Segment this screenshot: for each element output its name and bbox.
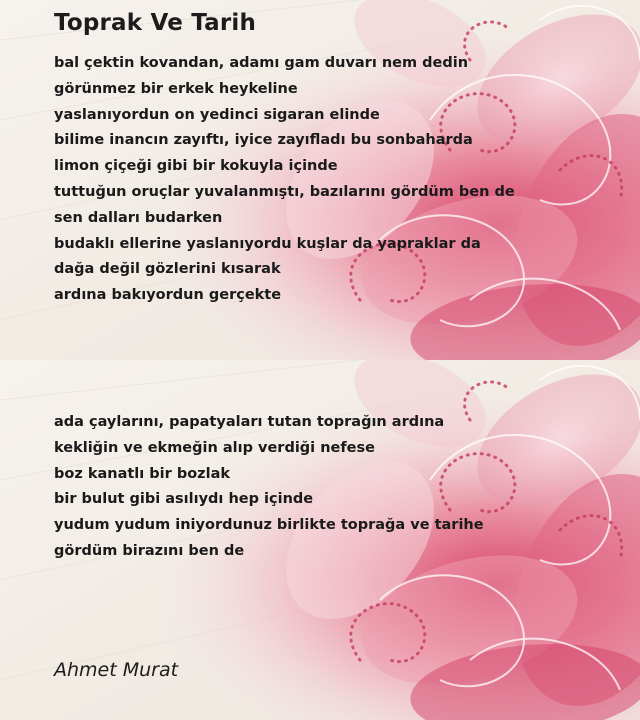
- poem-line: bal çektin kovandan, adamı gam duvarı nem dedin: [54, 55, 469, 71]
- stanza-2: [54, 410, 484, 565]
- poem-line: boz kanatlı bir bozlak: [54, 465, 231, 482]
- poem-line: limon çiçeği gibi bir kokuyla içinde: [54, 158, 338, 175]
- poem-line: kekliğin ve ekmeğin alıp verdiği nefese: [54, 439, 375, 456]
- poem-panel-bottom: [0, 360, 640, 720]
- poem-line: gördüm birazını ben de: [54, 542, 245, 559]
- poem-line: ada çaylarını, papatyaları tutan toprağın ardına: [54, 414, 445, 430]
- poem-line: yudum yudum iniyordunuz birlikte toprağa ve tarihe: [54, 517, 484, 534]
- poem-line: bilime inancın zayıftı, iyice zayıfladı bu sonbaharda: [54, 132, 473, 149]
- poem-title: Toprak Ve Tarih: [54, 10, 257, 36]
- poem-line: görünmez bir erkek heykeline: [54, 80, 298, 97]
- poem-line: ardına bakıyordun gerçekte: [54, 287, 282, 304]
- poem-line: dağa değil gözlerini kısarak: [54, 261, 281, 278]
- poem-line: bir bulut gibi asılıydı hep içinde: [54, 491, 314, 508]
- stanza-1: [54, 51, 515, 309]
- poem-line: yaslanıyordun on yedinci sigaran elinde: [54, 106, 380, 123]
- poem-line: tuttuğun oruçlar yuvalanmıştı, bazılarını gördüm ben de: [54, 183, 515, 200]
- poem-line: budaklı ellerine yaslanıyordu kuşlar da yapraklar da: [54, 235, 481, 252]
- poem-author: Ahmet Murat: [54, 659, 179, 681]
- poem-line: sen dalları budarken: [54, 209, 223, 226]
